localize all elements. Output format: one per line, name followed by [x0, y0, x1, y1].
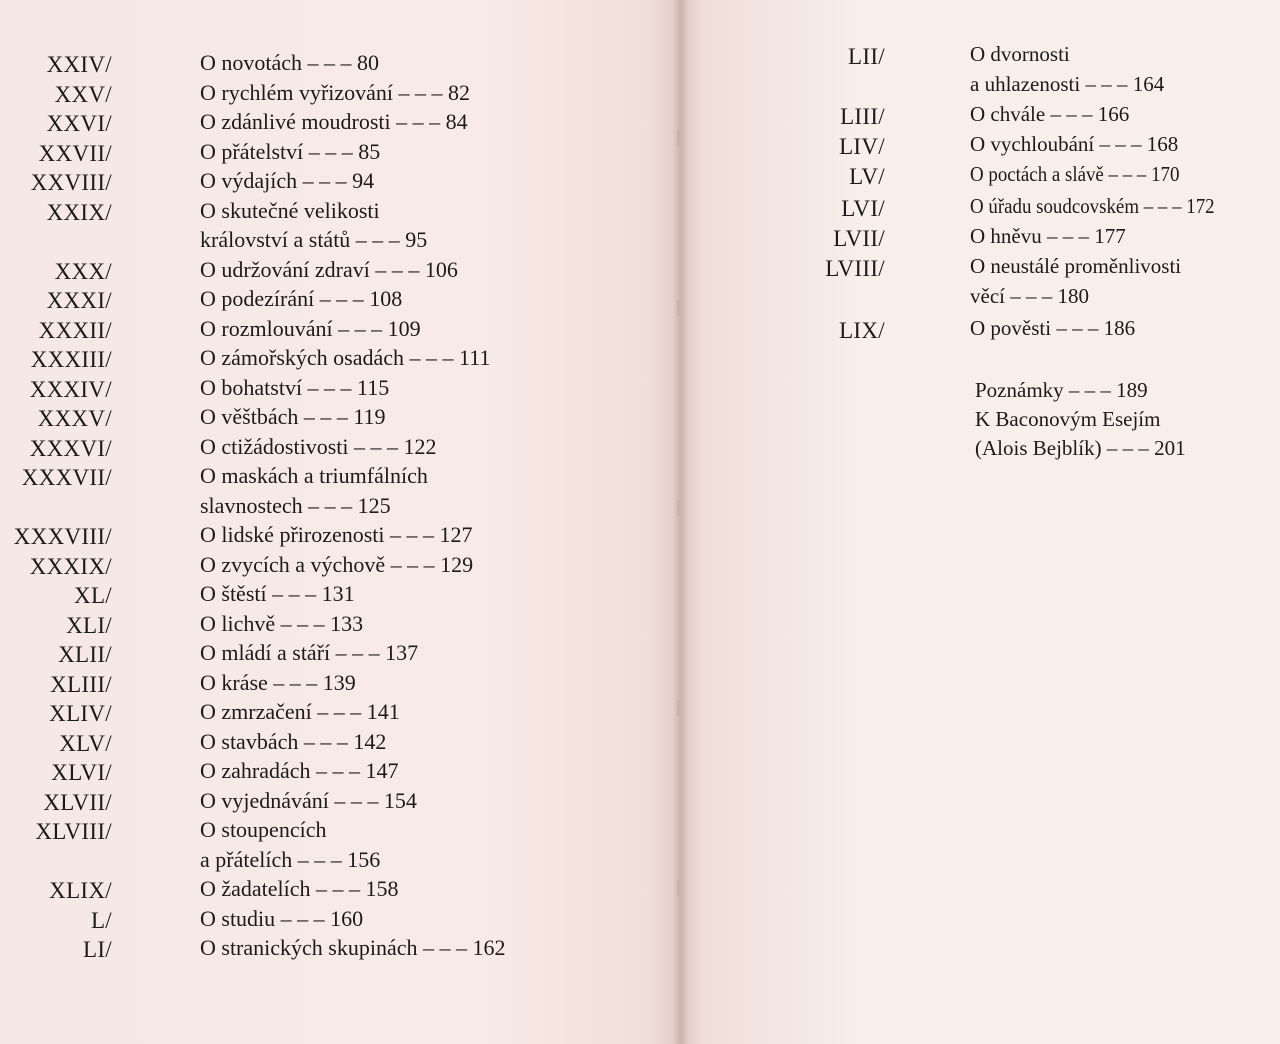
binding-stitch	[677, 880, 680, 896]
toc-title: O výdajích – – – 94	[200, 168, 375, 193]
toc-numeral: XXXVI/	[29, 435, 112, 461]
toc-numeral: LIII/	[840, 104, 885, 129]
toc-title: O zahradách – – – 147	[200, 758, 399, 783]
toc-numeral: XXXV/	[37, 406, 112, 431]
toc-title: O zámořských osadách – – – 111	[200, 345, 491, 370]
toc-title: O stranických skupinách – – – 162	[200, 935, 506, 960]
toc-numeral: XXIV/	[46, 52, 112, 77]
toc-title: O zdánlivé moudrosti – – – 84	[200, 109, 468, 134]
toc-numeral: XXIX/	[46, 199, 112, 225]
toc-numeral: XLV/	[59, 730, 112, 756]
toc-numeral: XLIX/	[49, 878, 112, 903]
toc-numeral: XLIII/	[50, 671, 112, 697]
toc-numeral: LVII/	[833, 226, 885, 251]
toc-title: O zvycích a výchově – – – 129	[200, 551, 474, 577]
toc-numeral: LI/	[83, 937, 112, 962]
toc-title: O ctižádostivosti – – – 122	[200, 433, 437, 459]
toc-numeral: L/	[90, 907, 112, 933]
binding-stitch	[677, 500, 680, 516]
toc-title: O přátelství – – – 85	[200, 138, 381, 164]
toc-title: O novotách – – – 80	[200, 50, 380, 75]
toc-numeral: LVIII/	[825, 256, 885, 281]
toc-title: O podezírání – – – 108	[200, 286, 403, 311]
toc-title: O rozmlouvání – – – 109	[200, 315, 421, 341]
toc-numeral: XXXIII/	[30, 347, 112, 372]
toc-title: O štěstí – – – 131	[200, 581, 355, 606]
toc-numeral: LV/	[849, 164, 885, 189]
toc-title: O poctách a slávě – – – 170	[970, 162, 1180, 186]
toc-title: O rychlém vyřizování – – – 82	[200, 79, 471, 105]
toc-title: O žadatelích – – – 158	[200, 876, 399, 901]
notes-entry: Poznámky – – – 189	[975, 378, 1148, 402]
toc-numeral: XXXIV/	[29, 376, 112, 402]
toc-numeral: LVI/	[841, 196, 885, 221]
toc-numeral: XXVIII/	[30, 170, 112, 195]
toc-title: O maskách a triumfálních	[200, 463, 428, 488]
toc-title: O hněvu – – – 177	[970, 224, 1126, 248]
toc-numeral: XXXII/	[38, 317, 112, 343]
toc-title-continued: a uhlazenosti – – – 164	[970, 72, 1165, 96]
toc-title: O věštbách – – – 119	[200, 404, 386, 429]
toc-title-continued: věcí – – – 180	[970, 284, 1089, 308]
toc-numeral: XXX/	[54, 258, 112, 284]
essay-entry-line2: (Alois Bejblík) – – – 201	[975, 436, 1186, 460]
toc-numeral: XLII/	[58, 642, 112, 667]
toc-title: O studiu – – – 160	[200, 905, 364, 931]
toc-title: O úřadu soudcovském – – – 172	[970, 194, 1215, 218]
binding-stitch	[677, 700, 680, 716]
toc-title: O dvornosti	[970, 42, 1070, 66]
toc-numeral: XXXI/	[46, 288, 112, 313]
toc-title: O chvále – – – 166	[970, 102, 1130, 126]
toc-numeral: XXXVIII/	[13, 524, 112, 549]
toc-title: O skutečné velikosti	[200, 197, 380, 223]
toc-title-continued: království a států – – – 95	[200, 227, 428, 252]
essay-entry-line1: K Baconovým Esejím	[975, 407, 1161, 431]
toc-numeral: XLIV/	[49, 701, 112, 726]
toc-numeral: XLVI/	[51, 760, 112, 785]
toc-numeral: LIX/	[839, 318, 885, 343]
toc-title-continued: a přátelích – – – 156	[200, 846, 381, 872]
toc-title: O stoupencích	[200, 817, 327, 842]
toc-title: O neustálé proměnlivosti	[970, 254, 1182, 278]
toc-numeral: XXXIX/	[29, 553, 112, 579]
toc-numeral: XLVIII/	[35, 819, 112, 844]
toc-numeral: XLI/	[66, 612, 112, 638]
toc-numeral: LII/	[848, 44, 885, 69]
toc-title-continued: slavnostech – – – 125	[200, 492, 391, 518]
toc-numeral: XXXVII/	[21, 465, 112, 490]
toc-title: O lidské přirozenosti – – – 127	[200, 522, 473, 547]
toc-title: O bohatství – – – 115	[200, 374, 390, 400]
toc-numeral: XXV/	[54, 81, 112, 107]
toc-numeral: XXVII/	[38, 140, 112, 166]
toc-title: O vychloubání – – – 168	[970, 132, 1179, 156]
binding-stitch	[677, 300, 680, 316]
toc-title: O zmrzačení – – – 141	[200, 699, 400, 724]
toc-title: O pověsti – – – 186	[970, 316, 1136, 340]
toc-numeral: XXVI/	[46, 111, 112, 136]
toc-numeral: XLVII/	[43, 789, 112, 815]
toc-title: O udržování zdraví – – – 106	[200, 256, 458, 282]
toc-title: O vyjednávání – – – 154	[200, 787, 417, 813]
toc-title: O kráse – – – 139	[200, 669, 356, 695]
toc-title: O lichvě – – – 133	[200, 610, 364, 636]
toc-numeral: XL/	[74, 583, 112, 608]
toc-numeral: LIV/	[839, 134, 885, 159]
toc-title: O mládí a stáří – – – 137	[200, 640, 419, 665]
toc-title: O stavbách – – – 142	[200, 728, 387, 754]
